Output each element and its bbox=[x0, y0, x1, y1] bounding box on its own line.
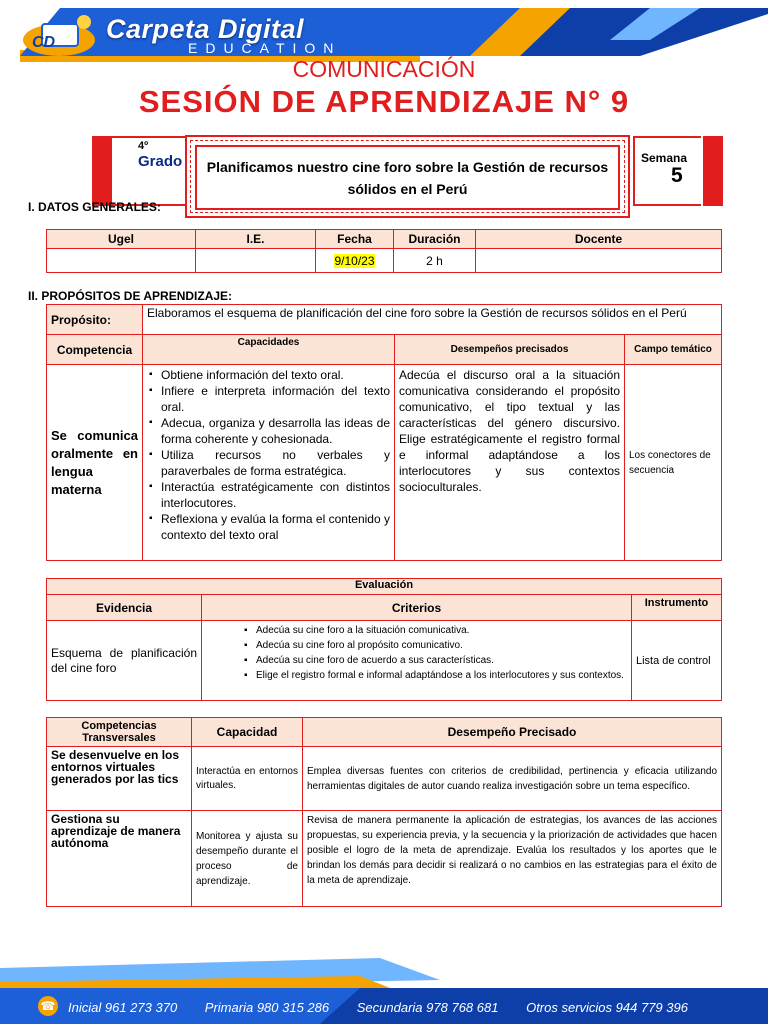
transversal-performance: Emplea diversas fuentes con criterios de credibilidad, pertinencia y eficacia utilizando herramientas digitales de autor cuando realiza investigación sobre un tema específico. bbox=[303, 747, 722, 811]
week-red-bar bbox=[703, 136, 723, 206]
capacity-item: ▪ Reflexiona y evalúa la forma el contenido y contexto del texto oral bbox=[161, 511, 390, 543]
transversal-capacity-header: Capacidad bbox=[192, 718, 303, 747]
criteria-item: ▪ Adecúa su cine foro a la situación comunicativa. bbox=[256, 623, 627, 638]
week-label: Semana bbox=[641, 151, 688, 165]
purpose-label: Propósito: bbox=[47, 305, 143, 335]
transversal-competence: Gestiona su aprendizaje de manera autónoma bbox=[47, 811, 192, 907]
section-purpose-heading: II. PROPÓSITOS DE APRENDIZAJE: bbox=[28, 289, 233, 303]
capacities-cell bbox=[143, 365, 395, 561]
transversal-performance: Revisa de manera permanente la aplicación de estrategias, los avances de las acciones propuestas, su experiencia previa, y la secuencia y la priorización de actividades que hacen posible el logro de la meta de aprendizaje. Evalúa los resultados y los aportes que le brindan los demás para decidir si realizará o no cambios en las estrategias para el éxito de la meta de aprendizaje. bbox=[303, 811, 722, 907]
footer-contact: Secundaria 978 768 681 bbox=[356, 1000, 499, 1015]
section-general-heading: I. DATOS GENERALES: bbox=[28, 200, 161, 214]
purpose-table bbox=[46, 304, 722, 561]
topic-cell: Los conectores de secuencia bbox=[625, 365, 722, 561]
capacity-item: ▪ Obtiene información del texto oral. bbox=[161, 367, 390, 383]
teacher-value bbox=[476, 249, 722, 273]
evaluation-title: Evaluación bbox=[47, 579, 722, 595]
transversal-capacity: Monitorea y ajusta su desempeño durante el proceso de aprendizaje. bbox=[192, 811, 303, 907]
brand-name: Carpeta Digital bbox=[106, 14, 305, 44]
transversal-competence-header: Competencias Transversales bbox=[47, 718, 192, 747]
week-number: 5 bbox=[671, 164, 683, 187]
criteria-item: ▪ Adecúa su cine foro al propósito comunicativo. bbox=[256, 638, 627, 653]
date-value: 9/10/23 bbox=[334, 253, 375, 268]
capacities-header: Capacidades bbox=[143, 335, 395, 365]
week-box bbox=[633, 136, 701, 206]
session-topic: Planificamos nuestro cine foro sobre la Gestión de recursos sólidos en el Perú bbox=[195, 145, 620, 210]
performance-cell: Adecúa el discurso oral a la situación comunicativa considerando el propósito comunicativo, el tipo textual y las características del género discursivo. Elige estratégicamente el registro formal e informal adaptándose a los interlocutores y sus contextos socioculturales. bbox=[395, 365, 625, 561]
grade-box bbox=[112, 136, 185, 206]
duration-value: 2 h bbox=[394, 249, 476, 273]
phone-icon: ☎ bbox=[38, 996, 58, 1016]
general-data-table bbox=[46, 229, 722, 273]
ugel-value bbox=[47, 249, 196, 273]
criteria-item: ▪ Elige el registro formal e informal adaptándose a los interlocutores y sus contextos. bbox=[256, 668, 627, 683]
grade-word: Grado bbox=[138, 153, 183, 170]
general-header: Ugel bbox=[47, 230, 196, 249]
transversal-table bbox=[46, 717, 722, 907]
grade-number: 4º bbox=[138, 140, 149, 152]
criteria-list bbox=[242, 623, 627, 683]
session-title: SESIÓN DE APRENDIZAJE N° 9 bbox=[138, 84, 630, 119]
instrument-header: Instrumento bbox=[632, 595, 722, 621]
evaluation-table bbox=[46, 578, 722, 701]
footer-contact: Primaria 980 315 286 bbox=[204, 1000, 330, 1015]
footer-contacts bbox=[68, 1000, 712, 1015]
capacity-item: ▪ Interactúa estratégicamente con distintos interlocutores. bbox=[161, 479, 390, 511]
transversal-competence: Se desenvuelve en los entornos virtuales generados por las tics bbox=[47, 747, 192, 811]
general-header: Duración bbox=[394, 230, 476, 249]
capacity-item: ▪ Infiere e interpreta información del texto oral. bbox=[161, 383, 390, 415]
capacity-item: ▪ Utiliza recursos no verbales y paraverbales de forma estratégica. bbox=[161, 447, 390, 479]
general-header: I.E. bbox=[196, 230, 316, 249]
instrument-cell: Lista de control bbox=[632, 621, 722, 701]
logo-initials: CD bbox=[32, 34, 56, 51]
evidence-cell: Esquema de planificación del cine foro bbox=[47, 621, 202, 701]
subject-title: COMUNICACIÓN bbox=[292, 56, 476, 82]
date-cell bbox=[316, 249, 394, 273]
general-header: Docente bbox=[476, 230, 722, 249]
footer-contact: Otros servicios 944 779 396 bbox=[526, 1000, 688, 1015]
capacity-item: ▪ Adecua, organiza y desarrolla las ideas de forma coherente y cohesionada. bbox=[161, 415, 390, 447]
capacities-list bbox=[147, 367, 390, 543]
brand-sub: EDUCATION bbox=[188, 40, 342, 56]
competence-header: Competencia bbox=[47, 335, 143, 365]
topic-header: Campo temático bbox=[625, 335, 722, 365]
evidence-header: Evidencia bbox=[47, 595, 202, 621]
performance-header: Desempeños precisados bbox=[395, 335, 625, 365]
criteria-item: ▪ Adecúa su cine foro de acuerdo a sus características. bbox=[256, 653, 627, 668]
criteria-cell bbox=[202, 621, 632, 701]
footer-contact: Inicial 961 273 370 bbox=[68, 1000, 178, 1015]
criteria-header: Criterios bbox=[202, 595, 632, 621]
competence-cell: Se comunica oralmente en lengua materna bbox=[47, 365, 143, 561]
general-header: Fecha bbox=[316, 230, 394, 249]
grade-red-bar bbox=[92, 136, 112, 206]
transversal-performance-header: Desempeño Precisado bbox=[303, 718, 722, 747]
purpose-text: Elaboramos el esquema de planificación del cine foro sobre la Gestión de recursos sólidos en el Perú bbox=[143, 305, 722, 335]
transversal-capacity: Interactúa en entornos virtuales. bbox=[192, 747, 303, 811]
ie-value bbox=[196, 249, 316, 273]
